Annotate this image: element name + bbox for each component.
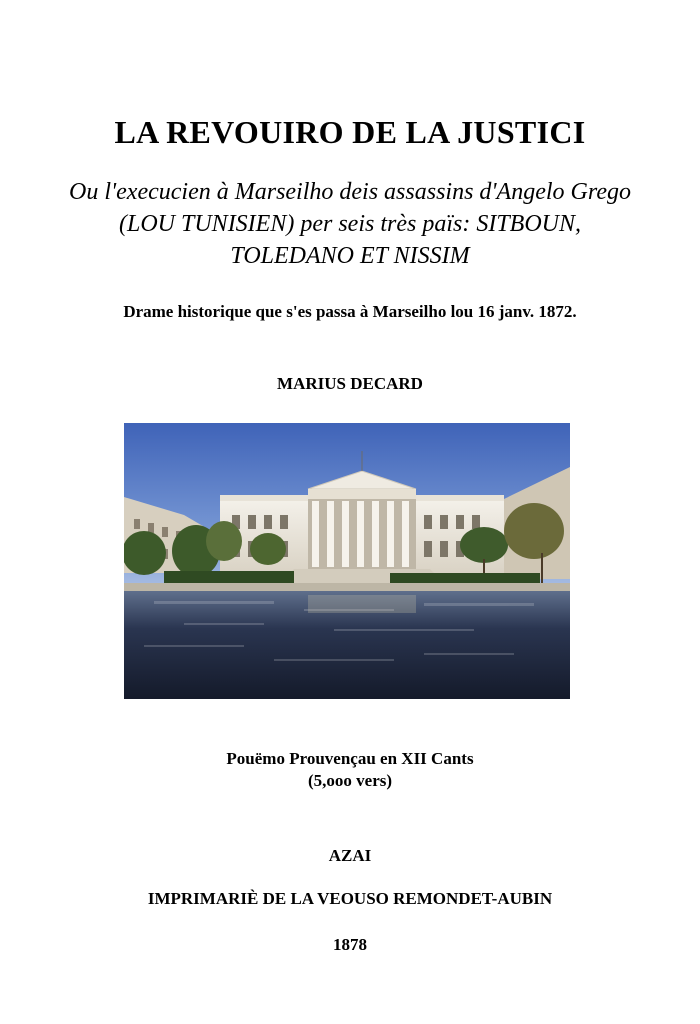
- publication-city: AZAI: [328, 846, 372, 865]
- poem-description: [0, 748, 700, 792]
- printer-name: IMPRIMARIÈ DE LA VEOUSO REMONDET-AUBIN: [147, 889, 553, 908]
- poem-line-1: Pouëmo Prouvençau en XII Cants: [226, 749, 474, 768]
- book-title: LA REVOUIRO DE LA JUSTICI: [114, 114, 586, 150]
- author-name: MARIUS DECARD: [277, 374, 423, 393]
- drama-description: Drame historique que s'es passa à Marseilho lou 16 janv. 1872.: [123, 302, 577, 321]
- subtitle-line: (LOU TUNISIEN) per seis très païs: SITBOUN,: [119, 211, 581, 237]
- subtitle-line: TOLEDANO ET NISSIM: [230, 243, 470, 269]
- courthouse-photo: [124, 423, 570, 699]
- poem-line-2: (5,ooo vers): [307, 771, 393, 790]
- courthouse-illustration: [124, 423, 570, 699]
- subtitle-line: Ou l'execucien à Marseilho deis assassins d'Angelo Grego: [69, 179, 631, 205]
- publication-year: 1878: [333, 935, 367, 954]
- book-subtitle: [0, 176, 700, 272]
